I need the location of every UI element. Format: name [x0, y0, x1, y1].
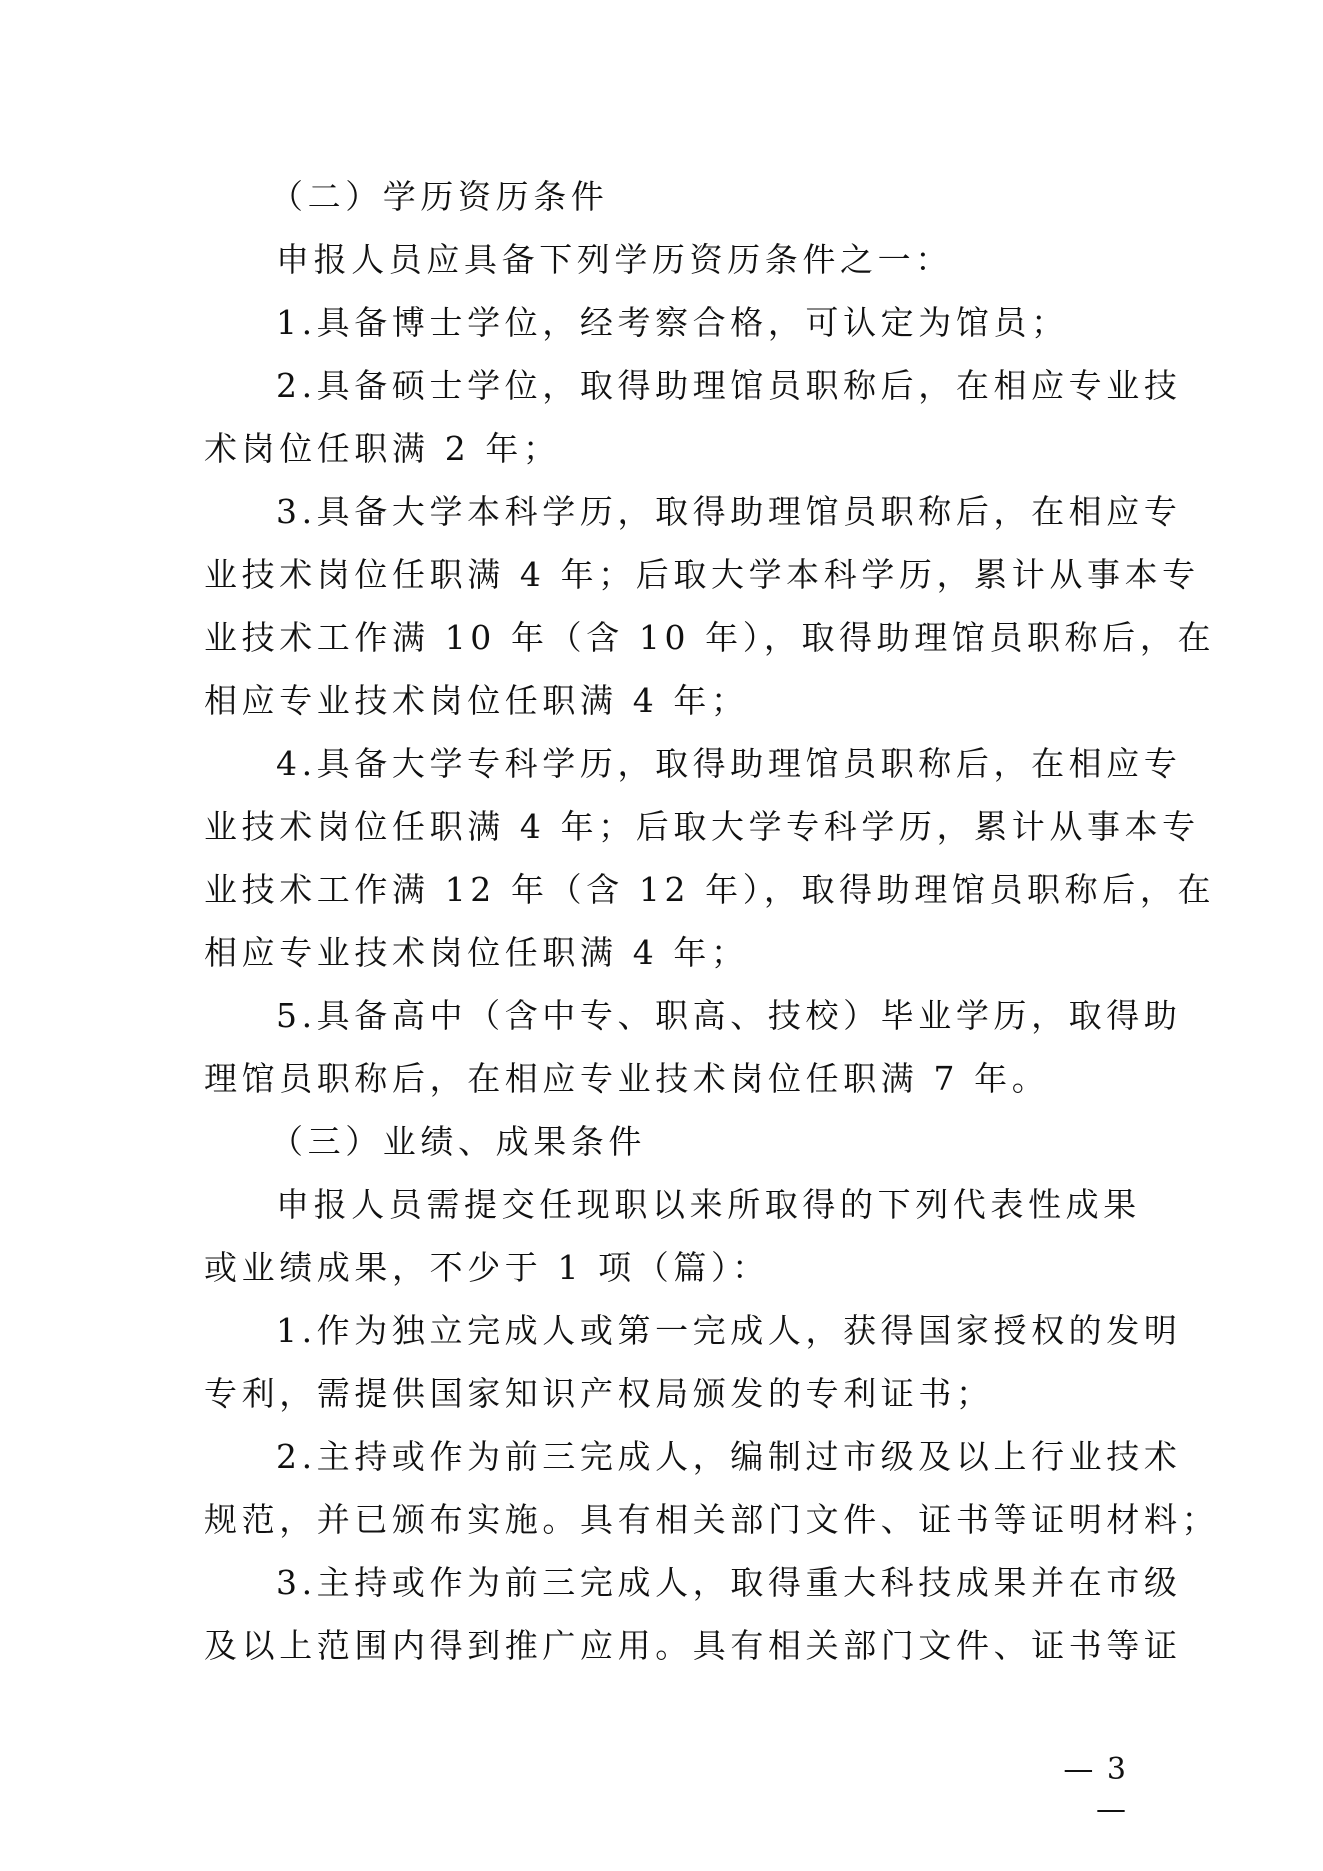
paragraph-line: 业技术岗位任职满 4 年；后取大学本科学历，累计从事本专	[204, 555, 1200, 594]
paragraph-line: 业技术岗位任职满 4 年；后取大学专科学历，累计从事本专	[204, 807, 1200, 846]
page-number: — 3 —	[1063, 1752, 1128, 1827]
paragraph-line: 术岗位任职满 2 年；	[204, 429, 561, 468]
section-heading-achievements: （三）业绩、成果条件	[270, 1122, 646, 1161]
paragraph-line: 5.具备高中（含中专、职高、技校）毕业学历，取得助	[276, 996, 1182, 1035]
paragraph-line: 及以上范围内得到推广应用。具有相关部门文件、证书等证	[204, 1626, 1182, 1665]
paragraph-line: 1.具备博士学位，经考察合格，可认定为馆员；	[276, 303, 1069, 342]
paragraph-line: 申报人员需提交任现职以来所取得的下列代表性成果	[276, 1185, 1141, 1224]
paragraph-line: 业技术工作满 10 年（含 10 年），取得助理馆员职称后，在	[204, 618, 1216, 657]
paragraph-line: 2.具备硕士学位，取得助理馆员职称后，在相应专业技	[276, 366, 1182, 405]
document-body	[204, 165, 1220, 1677]
paragraph-line: 理馆员职称后，在相应专业技术岗位任职满 7 年。	[204, 1059, 1050, 1098]
paragraph-line: 专利，需提供国家知识产权局颁发的专利证书；	[204, 1374, 994, 1413]
paragraph-line: 4.具备大学专科学历，取得助理馆员职称后，在相应专	[276, 744, 1182, 783]
section-heading-education: （二）学历资历条件	[270, 177, 609, 216]
paragraph-line: 相应专业技术岗位任职满 4 年；	[204, 933, 749, 972]
paragraph-line: 2.主持或作为前三完成人，编制过市级及以上行业技术	[276, 1437, 1182, 1476]
paragraph-line: 3.具备大学本科学历，取得助理馆员职称后，在相应专	[276, 492, 1182, 531]
paragraph-line: 相应专业技术岗位任职满 4 年；	[204, 681, 749, 720]
paragraph-line: 申报人员应具备下列学历资历条件之一：	[276, 240, 953, 279]
paragraph-line: 或业绩成果，不少于 1 项（篇）：	[204, 1248, 770, 1287]
paragraph-line: 1.作为独立完成人或第一完成人，获得国家授权的发明	[276, 1311, 1182, 1350]
paragraph-line: 规范，并已颁布实施。具有相关部门文件、证书等证明材料；	[204, 1500, 1220, 1539]
paragraph-line: 业技术工作满 12 年（含 12 年），取得助理馆员职称后，在	[204, 870, 1216, 909]
paragraph-line: 3.主持或作为前三完成人，取得重大科技成果并在市级	[276, 1563, 1182, 1602]
